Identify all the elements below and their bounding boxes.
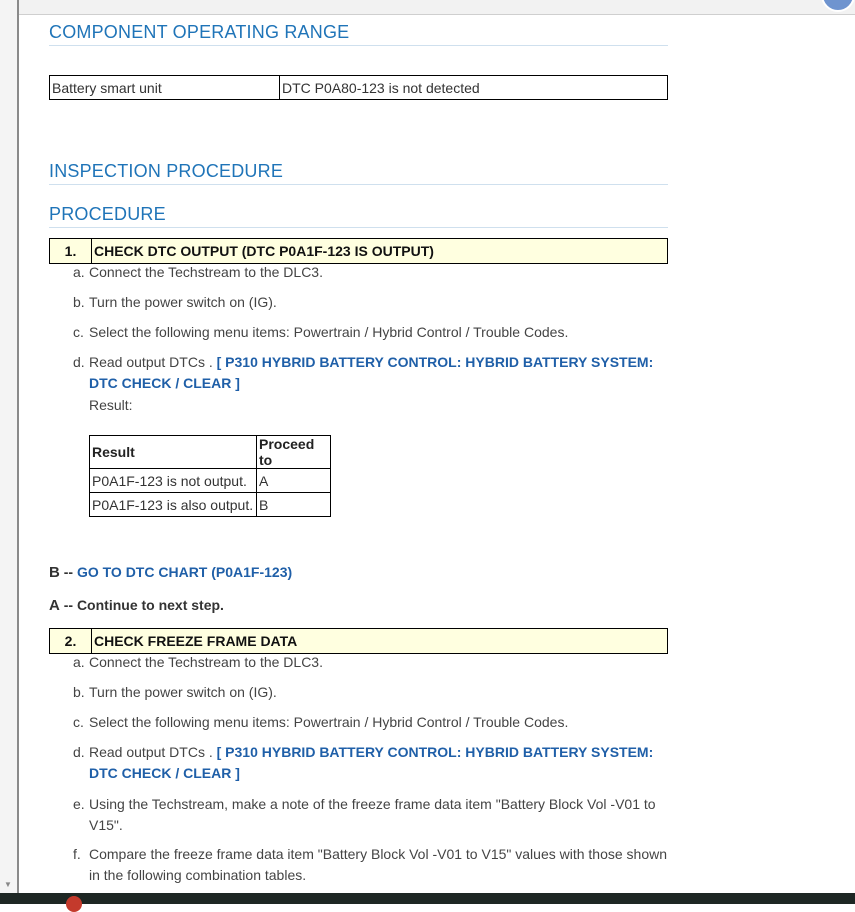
branch-letter: A — [49, 597, 60, 614]
item-letter: d. — [73, 744, 85, 760]
table-row — [90, 493, 331, 517]
item-letter: b. — [73, 294, 85, 310]
left-scrollbar[interactable] — [0, 0, 19, 893]
step-2-header — [49, 628, 668, 654]
table-cell: P0A1F-123 is not output. — [90, 469, 257, 493]
item-text: Select the following menu items: Powertrain / Hybrid Control / Trouble Codes. — [89, 714, 569, 730]
list-item — [73, 742, 673, 784]
step-title: CHECK DTC OUTPUT (DTC P0A1F-123 IS OUTPUT) — [94, 243, 434, 259]
result-table — [89, 435, 331, 517]
user-avatar[interactable] — [821, 0, 855, 12]
table-cell: B — [257, 493, 331, 517]
item-text: Compare the freeze frame data item "Battery Block Vol -V01 to V15" values with those shown in the following combination tables. — [89, 846, 668, 883]
item-text-plain: Read output DTCs . — [89, 354, 213, 370]
item-letter: b. — [73, 684, 85, 700]
section-title-inspection: INSPECTION PROCEDURE — [49, 161, 668, 185]
table-cell: Battery smart unit — [50, 76, 280, 100]
branch-text: -- Continue to next step. — [63, 597, 224, 613]
item-letter: f. — [73, 846, 81, 862]
dtc-check-link[interactable]: [ P310 HYBRID BATTERY CONTROL: HYBRID BATTERY SYSTEM: DTC CHECK / CLEAR ] — [89, 744, 654, 781]
section-title-operating-range: COMPONENT OPERATING RANGE — [49, 22, 668, 46]
result-label: Result: — [89, 397, 133, 413]
column-header: Result — [90, 436, 257, 469]
list-item — [73, 844, 673, 886]
branch-letter: B — [49, 564, 60, 581]
item-text: Turn the power switch on (IG). — [89, 294, 277, 310]
list-item — [73, 262, 673, 283]
branch-a — [49, 597, 224, 614]
go-to-dtc-chart-link[interactable]: GO TO DTC CHART (P0A1F-123) — [76, 564, 293, 580]
section-title-procedure: PROCEDURE — [49, 204, 668, 228]
table-cell: A — [257, 469, 331, 493]
list-item — [73, 794, 673, 836]
item-letter: c. — [73, 714, 84, 730]
list-item — [73, 352, 673, 394]
dtc-check-link[interactable]: [ P310 HYBRID BATTERY CONTROL: HYBRID BATTERY SYSTEM: DTC CHECK / CLEAR ] — [89, 354, 654, 391]
table-row — [90, 469, 331, 493]
step-number: 2. — [50, 629, 92, 653]
item-text: Connect the Techstream to the DLC3. — [89, 264, 323, 280]
operating-range-table — [49, 75, 668, 100]
taskbar — [0, 893, 855, 904]
list-item — [73, 682, 673, 703]
table-cell: P0A1F-123 is also output. — [90, 493, 257, 517]
list-item — [73, 712, 673, 733]
step-title: CHECK FREEZE FRAME DATA — [94, 633, 298, 649]
app-icon[interactable] — [66, 896, 82, 912]
item-text-plain: Read output DTCs . — [89, 744, 213, 760]
item-letter: a. — [73, 264, 85, 280]
step-number: 1. — [50, 239, 92, 263]
list-item — [73, 322, 673, 343]
column-header: Proceed to — [257, 436, 331, 469]
step-1-header — [49, 238, 668, 264]
scroll-down-arrow-icon[interactable]: ▼ — [4, 880, 12, 889]
table-row — [50, 76, 668, 100]
item-text — [89, 352, 673, 394]
item-text — [89, 742, 673, 784]
branch-b — [49, 564, 292, 581]
item-text: Connect the Techstream to the DLC3. — [89, 654, 323, 670]
item-text: Select the following menu items: Powertrain / Hybrid Control / Trouble Codes. — [89, 324, 569, 340]
table-header-row — [90, 436, 331, 469]
item-letter: e. — [73, 796, 85, 812]
table-cell: DTC P0A80-123 is not detected — [280, 76, 668, 100]
item-text: Using the Techstream, make a note of the freeze frame data item "Battery Block Vol -V01 to V15". — [89, 796, 656, 833]
item-letter: a. — [73, 654, 85, 670]
branch-separator: -- — [63, 564, 74, 580]
list-item — [73, 652, 673, 673]
list-item — [73, 292, 673, 313]
item-letter: c. — [73, 324, 84, 340]
cropped-page-header — [0, 0, 855, 15]
item-text: Turn the power switch on (IG). — [89, 684, 277, 700]
item-letter: d. — [73, 354, 85, 370]
